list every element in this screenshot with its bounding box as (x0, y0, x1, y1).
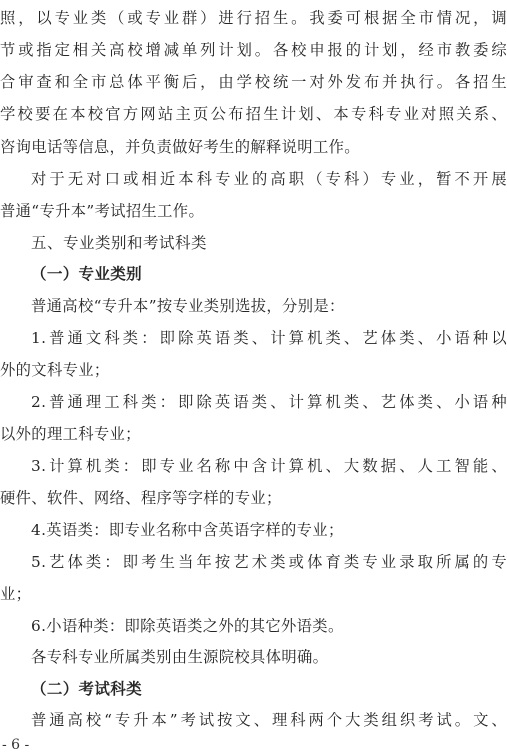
paragraph-line: 学校要在本校官方网站主页公布招生计划、本专科专业对照关系、 (0, 105, 507, 123)
paragraph-line: 照，以专业类（或专业群）进行招生。我委可根据全市情况，调 (0, 9, 507, 27)
list-item-line: 3.计算机类：即专业名称中含计算机、大数据、人工智能、 (31, 457, 507, 475)
subsection-heading: （二）考试科类 (31, 680, 142, 698)
section-heading: 五、专业类别和考试科类 (31, 234, 208, 252)
list-item-line: 以外的理工科专业； (0, 425, 141, 443)
list-item-line: 业； (0, 585, 32, 603)
list-item-line: 5.艺体类：即考生当年按艺术类或体育类专业录取所属的专 (31, 553, 507, 571)
paragraph-line: 各专科专业所属类别由生源院校具体明确。 (31, 648, 329, 666)
list-item-line: 6.小语种类：即除英语类之外的其它外语类。 (31, 617, 344, 635)
paragraph-line: 普通高校“专升本”按专业类别选拔，分别是： (31, 297, 345, 315)
list-item-line: 4.英语类：即专业名称中含英语字样的专业； (31, 521, 344, 539)
list-item-line: 2.普通理工科类：即除英语类、计算机类、艺体类、小语种 (31, 393, 507, 411)
paragraph-line: 节或指定相关高校增减单列计划。各校申报的计划，经市教委综 (0, 41, 507, 59)
page-number: - 6 - (2, 737, 30, 753)
paragraph-line: 普通“专升本”考试招生工作。 (0, 202, 205, 220)
list-item-line: 外的文科专业； (0, 361, 110, 379)
paragraph-line: 普通高校“专升本”考试按文、理科两个大类组织考试。文、 (31, 711, 507, 729)
list-item-line: 1.普通文科类：即除英语类、计算机类、艺体类、小语种以 (31, 329, 507, 347)
subsection-heading: （一）专业类别 (31, 265, 142, 283)
paragraph-line: 咨询电话等信息，并负责做好考生的解释说明工作。 (0, 138, 360, 156)
paragraph-line: 对于无对口或相近本科专业的高职（专科）专业，暂不开展 (31, 170, 507, 188)
paragraph-line: 合审查和全市总体平衡后，由学校统一对外发布并执行。各招生 (0, 73, 507, 91)
list-item-line: 硬件、软件、网络、程序等字样的专业； (0, 489, 282, 507)
